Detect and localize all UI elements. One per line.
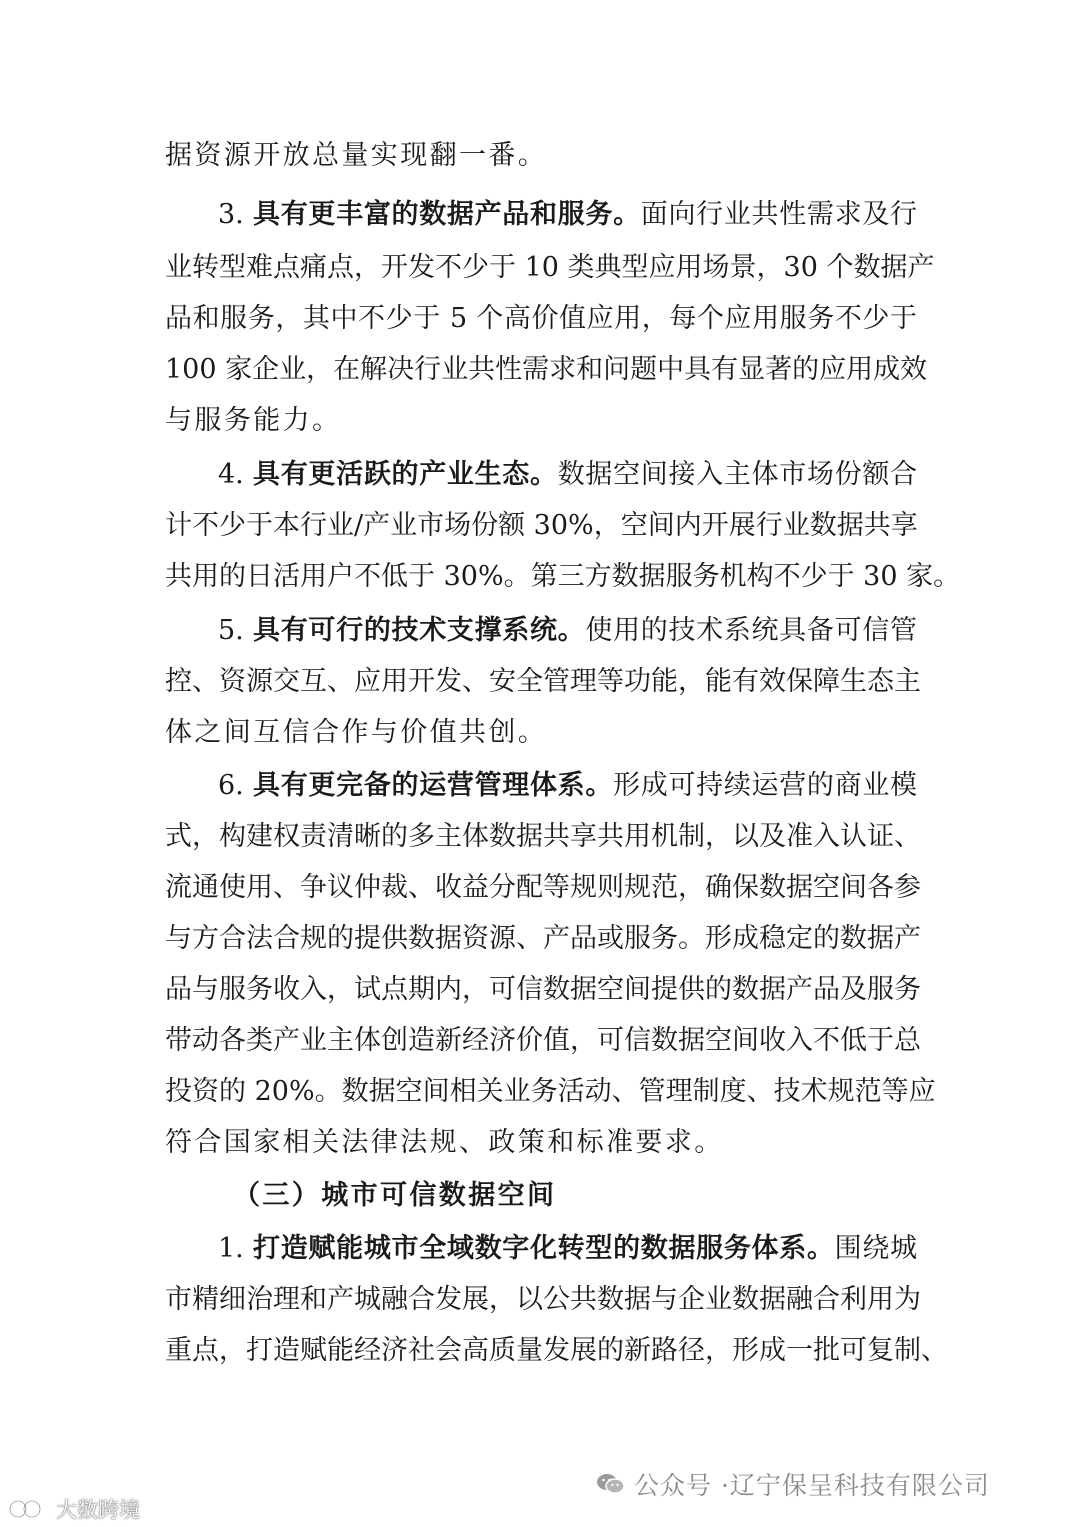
- text-line: 品与服务收入，试点期内，可信数据空间提供的数据产品及服务: [165, 974, 921, 1005]
- item-number: 4.: [218, 459, 254, 490]
- text-line: 与方合法合规的提供数据资源、产品或服务。形成稳定的数据产: [165, 923, 921, 954]
- item-4-heading-line: [218, 457, 917, 493]
- watermark-company: 辽宁保呈科技有限公司: [729, 1471, 990, 1500]
- corner-logo-label: 大数跨境: [56, 1498, 140, 1522]
- text-line: 计不少于本行业/产业市场份额 30%，空间内开展行业数据共享: [165, 510, 918, 541]
- text-line: 100 家企业，在解决行业共性需求和问题中具有显著的应用成效: [165, 354, 928, 385]
- item-heading: 具有可行的技术支撑系统。: [253, 615, 586, 646]
- item-text: 数据空间接入主体市场份额合: [557, 459, 918, 490]
- item-heading: 打造赋能城市全域数字化转型的数据服务体系。: [253, 1233, 835, 1264]
- item-text: 面向行业共性需求及行: [640, 199, 918, 230]
- item-text: 使用的技术系统具备可信管: [585, 615, 918, 646]
- city-item-1-heading-line: [218, 1231, 917, 1267]
- item-heading: 具有更活跃的产业生态。: [253, 459, 558, 490]
- text-line: 业转型难点痛点，开发不少于 10 类典型应用场景，30 个数据产: [165, 252, 935, 283]
- text-line: 符合国家相关法律法规、政策和标准要求。: [165, 1127, 724, 1158]
- logo-icon: [8, 1497, 52, 1521]
- text-line: 据资源开放总量实现翻一番。: [165, 140, 548, 171]
- watermark-prefix: 公众号 ·: [634, 1471, 730, 1500]
- text-line: 体之间互信合作与价值共创。: [165, 717, 548, 748]
- text-line: 带动各类产业主体创造新经济价值，可信数据空间收入不低于总: [165, 1025, 921, 1056]
- item-heading: 具有更丰富的数据产品和服务。: [253, 199, 641, 230]
- text-line: 共用的日活用户不低于 30%。第三方数据服务机构不少于 30 家。: [165, 561, 961, 592]
- item-number: 3.: [218, 199, 254, 230]
- text-line: 流通使用、争议仲裁、收益分配等规则规范，确保数据空间各参: [165, 872, 921, 903]
- wechat-icon: [596, 1472, 626, 1496]
- item-number: 5.: [218, 615, 254, 646]
- item-text: 形成可持续运营的商业模: [613, 770, 918, 801]
- text-line: 市精细治理和产城融合发展，以公共数据与企业数据融合利用为: [165, 1284, 921, 1315]
- text-line: 式，构建权责清晰的多主体数据共享共用机制，以及准入认证、: [165, 821, 921, 852]
- item-5-heading-line: [218, 613, 917, 649]
- item-3-heading-line: [218, 197, 917, 233]
- text-line: 投资的 20%。数据空间相关业务活动、管理制度、技术规范等应: [165, 1076, 936, 1107]
- wechat-watermark: [596, 1466, 990, 1502]
- item-text: 围绕城: [834, 1233, 918, 1264]
- item-number: 6.: [218, 770, 254, 801]
- item-6-heading-line: [218, 768, 917, 804]
- item-number: 1.: [218, 1233, 254, 1264]
- text-line: 品和服务，其中不少于 5 个高价值应用，每个应用服务不少于: [165, 303, 917, 334]
- text-line: 与服务能力。: [165, 405, 342, 436]
- section-heading: （三）城市可信数据空间: [233, 1180, 557, 1211]
- text-line: 重点，打造赋能经济社会高质量发展的新路径，形成一批可复制、: [165, 1335, 948, 1366]
- corner-logo: [8, 1494, 140, 1524]
- text-line: 控、资源交互、应用开发、安全管理等功能，能有效保障生态主: [165, 666, 921, 697]
- item-heading: 具有更完备的运营管理体系。: [253, 770, 614, 801]
